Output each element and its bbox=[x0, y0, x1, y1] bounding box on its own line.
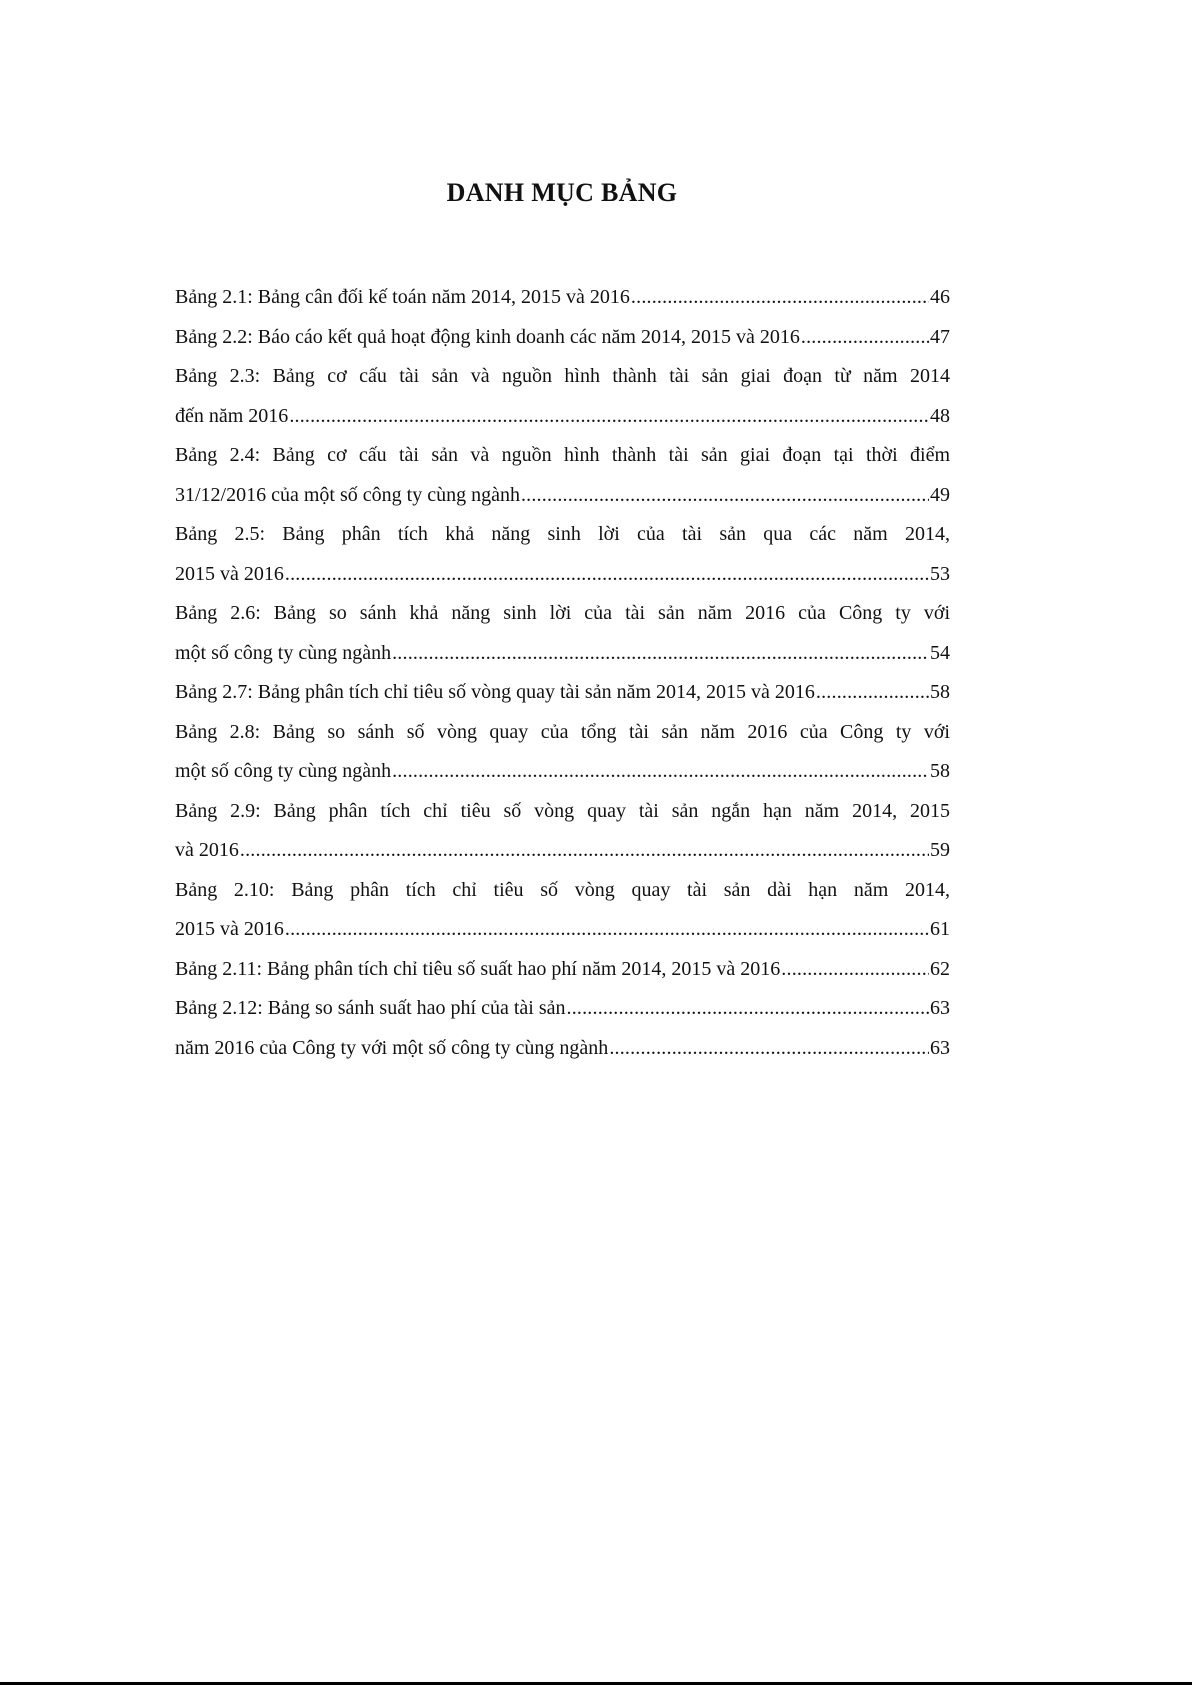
toc-entry bbox=[175, 326, 950, 366]
toc-page-number: 47 bbox=[930, 325, 950, 348]
toc-entry bbox=[175, 523, 950, 602]
toc-entry-text: đến năm 2016 bbox=[175, 404, 289, 427]
toc-entry bbox=[175, 365, 950, 444]
toc-entry-line bbox=[175, 681, 950, 721]
toc-entry-text: một số công ty cùng ngành bbox=[175, 760, 392, 782]
toc-entry-text: 31/12/2016 của một số công ty cùng ngành bbox=[175, 483, 520, 506]
toc-entry-line bbox=[175, 286, 950, 326]
toc-page-number: 62 bbox=[930, 957, 950, 980]
dot-leader bbox=[285, 918, 929, 941]
toc-entry-line bbox=[175, 484, 950, 524]
dot-leader bbox=[609, 1037, 929, 1060]
toc-entry-line bbox=[175, 918, 950, 958]
dot-leader bbox=[816, 681, 929, 704]
toc-page-number: 53 bbox=[930, 562, 950, 585]
table-of-contents bbox=[175, 286, 950, 1076]
toc-entry-text: Bảng 2.12: Bảng so sánh suất hao phí của tài sản bbox=[175, 997, 566, 1019]
toc-entry bbox=[175, 958, 950, 998]
toc-entry-line bbox=[175, 997, 950, 1037]
toc-entry-line bbox=[175, 405, 950, 445]
toc-entry-text: 2015 và 2016 bbox=[175, 918, 284, 940]
toc-entry-text: 2015 và 2016 bbox=[175, 562, 284, 585]
dot-leader bbox=[285, 563, 929, 586]
dot-leader bbox=[781, 958, 929, 981]
dot-leader bbox=[392, 642, 929, 665]
toc-entry-line bbox=[175, 839, 950, 879]
toc-entry-text: Bảng 2.1: Bảng cân đối kế toán năm 2014, 2015 và 2016 bbox=[175, 286, 630, 308]
toc-entry-text: Bảng 2.10: Bảng phân tích chỉ tiêu số vòng quay tài sản dài hạn năm 2014, bbox=[175, 878, 950, 901]
toc-entry-text: Bảng 2.7: Bảng phân tích chỉ tiêu số vòng quay tài sản năm 2014, 2015 và 2016 bbox=[175, 681, 815, 703]
toc-page-number: 63 bbox=[930, 1036, 950, 1059]
dot-leader bbox=[240, 839, 929, 862]
toc-page-number: 46 bbox=[930, 286, 950, 308]
toc-entry-text: năm 2016 của Công ty với một số công ty cùng ngành bbox=[175, 1036, 609, 1059]
toc-entry-line bbox=[175, 760, 950, 800]
dot-leader bbox=[631, 286, 929, 309]
toc-entry-line bbox=[175, 563, 950, 603]
toc-entry bbox=[175, 997, 950, 1037]
dot-leader bbox=[392, 760, 929, 783]
toc-entry-text: Bảng 2.9: Bảng phân tích chỉ tiêu số vòng quay tài sản ngắn hạn năm 2014, 2015 bbox=[175, 799, 950, 822]
toc-entry bbox=[175, 444, 950, 523]
toc-page-number: 63 bbox=[930, 997, 950, 1019]
toc-entry bbox=[175, 800, 950, 879]
toc-entry-line bbox=[175, 958, 950, 998]
page-title: DANH MỤC BẢNG bbox=[446, 178, 678, 207]
toc-entry-text: Bảng 2.4: Bảng cơ cấu tài sản và nguồn hình thành tài sản giai đoạn tại thời điểm bbox=[175, 444, 950, 466]
dot-leader bbox=[289, 405, 929, 428]
toc-entry-text: Bảng 2.8: Bảng so sánh số vòng quay của tổng tài sản năm 2016 của Công ty với bbox=[175, 720, 950, 743]
toc-entry bbox=[175, 879, 950, 958]
toc-page-number: 61 bbox=[930, 918, 950, 940]
toc-entry bbox=[175, 286, 950, 326]
toc-entry-text: Bảng 2.6: Bảng so sánh khả năng sinh lời của tài sản năm 2016 của Công ty với bbox=[175, 602, 950, 624]
toc-page-number: 58 bbox=[930, 760, 950, 782]
toc-entry bbox=[175, 1037, 950, 1077]
toc-page-number: 54 bbox=[930, 641, 950, 664]
dot-leader bbox=[521, 484, 929, 507]
toc-entry-text: Bảng 2.11: Bảng phân tích chỉ tiêu số suất hao phí năm 2014, 2015 và 2016 bbox=[175, 957, 781, 980]
toc-entry-text: và 2016 bbox=[175, 839, 239, 861]
toc-page-number: 59 bbox=[930, 839, 950, 861]
toc-entry-text: Bảng 2.3: Bảng cơ cấu tài sản và nguồn hình thành tài sản giai đoạn từ năm 2014 bbox=[175, 365, 950, 387]
toc-entry-line bbox=[175, 1037, 950, 1077]
dot-leader bbox=[567, 997, 930, 1020]
toc-page-number: 58 bbox=[930, 681, 950, 703]
toc-entry bbox=[175, 681, 950, 721]
toc-entry-line bbox=[175, 326, 950, 366]
dot-leader bbox=[801, 326, 929, 349]
toc-entry-line bbox=[175, 642, 950, 682]
toc-entry-text: Bảng 2.2: Báo cáo kết quả hoạt động kinh doanh các năm 2014, 2015 và 2016 bbox=[175, 325, 800, 348]
toc-entry-text: Bảng 2.5: Bảng phân tích khả năng sinh lời của tài sản qua các năm 2014, bbox=[175, 523, 950, 545]
toc-entry bbox=[175, 602, 950, 681]
toc-entry-text: một số công ty cùng ngành bbox=[175, 641, 392, 664]
toc-page-number: 48 bbox=[930, 404, 950, 427]
toc-page-number: 49 bbox=[930, 483, 950, 506]
toc-entry bbox=[175, 721, 950, 800]
